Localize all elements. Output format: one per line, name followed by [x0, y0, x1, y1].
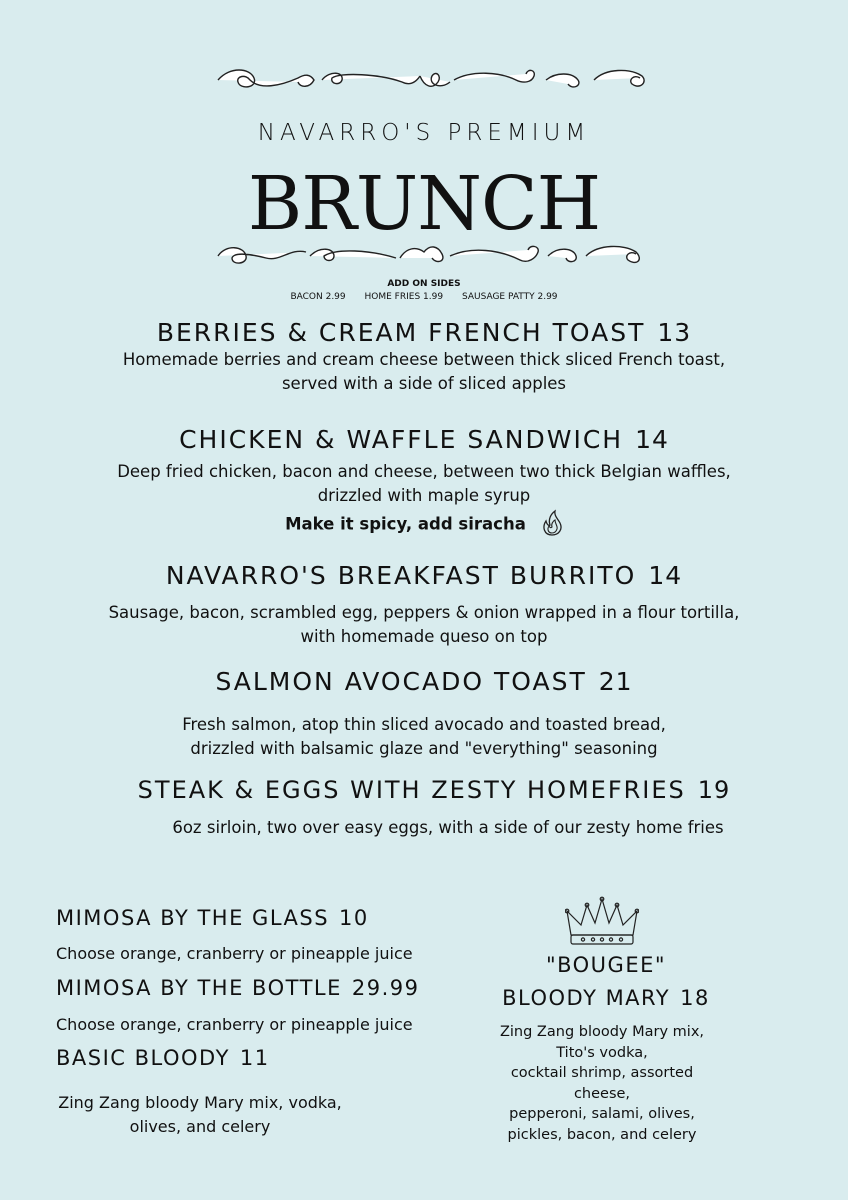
- description-line: drizzled with balsamic glaze and "everything" seasoning: [190, 739, 658, 758]
- dish-price: 14: [648, 561, 683, 590]
- drink-description: [40, 1091, 360, 1139]
- featured-drink-name: [480, 986, 732, 1010]
- description-line: drizzled with maple syrup: [317, 486, 531, 505]
- description-line: cocktail shrimp, assorted: [510, 1065, 694, 1081]
- dish-title: CHICKEN & WAFFLE SANDWICH: [179, 425, 624, 454]
- drink-price: 11: [239, 1046, 270, 1070]
- description-line: Sausage, bacon, scrambled egg, peppers & onion wrapped in a flour tortilla,: [108, 603, 740, 622]
- restaurant-subtitle: NAVARRO'S PREMIUM: [257, 120, 591, 146]
- drink-description: Choose orange, cranberry or pineapple juice: [56, 1015, 413, 1034]
- drink-title: BLOODY MARY: [502, 986, 671, 1010]
- drink-price: 29.99: [351, 976, 420, 1000]
- addon-item: HOME FRIES 1.99: [364, 292, 444, 302]
- description-line: cheese,: [573, 1085, 631, 1102]
- spicy-note-text: Make it spicy, add siracha: [285, 514, 526, 534]
- drink-title: BASIC BLOODY: [56, 1046, 230, 1070]
- description-line: Zing Zang bloody Mary mix, vodka,: [58, 1093, 342, 1112]
- description-line: served with a side of sliced apples: [281, 374, 567, 393]
- title-flourish-icon: [210, 238, 650, 272]
- description-line: Tito's vodka,: [556, 1044, 648, 1061]
- dish-price: 21: [598, 667, 633, 696]
- drink-title: MIMOSA BY THE GLASS: [56, 906, 330, 930]
- dish-title: STEAK & EGGS WITH ZESTY HOMEFRIES: [137, 776, 686, 804]
- drink-name: [56, 906, 369, 930]
- dish-description: [0, 460, 848, 508]
- dish-name: [0, 667, 848, 696]
- page-title: BRUNCH: [247, 161, 601, 247]
- featured-drink-name-line1: "BOUGEE": [545, 953, 667, 977]
- dish-title: NAVARRO'S BREAKFAST BURRITO: [165, 561, 637, 590]
- dish-price: 13: [657, 318, 692, 347]
- addons-list: [0, 292, 848, 302]
- drink-description: Choose orange, cranberry or pineapple juice: [56, 944, 413, 963]
- drink-name: [56, 976, 420, 1000]
- addons-heading: ADD ON SIDES: [387, 279, 461, 289]
- dish-name: [0, 561, 848, 590]
- drink-title: MIMOSA BY THE BOTTLE: [56, 976, 342, 1000]
- dish-description: [0, 348, 848, 396]
- description-line: Homemade berries and cream cheese between thick sliced French toast,: [122, 350, 726, 369]
- description-line: Zing Zang bloody Mary mix,: [499, 1024, 705, 1040]
- description-line: olives, and celery: [129, 1117, 271, 1136]
- description-line: pickles, bacon, and celery: [507, 1126, 697, 1143]
- featured-drink-description: [482, 1022, 722, 1145]
- description-line: 6oz sirloin, two over easy eggs, with a side of our zesty home fries: [172, 818, 724, 837]
- description-line: Fresh salmon, atop thin sliced avocado and toasted bread,: [182, 715, 666, 734]
- description-line: with homemade queso on top: [300, 627, 548, 646]
- dish-title: BERRIES & CREAM FRENCH TOAST: [156, 318, 646, 347]
- description-line: Deep fried chicken, bacon and cheese, between two thick Belgian waffles,: [117, 462, 731, 481]
- dish-name: [0, 425, 848, 454]
- dish-price: 19: [697, 776, 731, 804]
- spicy-note: [0, 509, 848, 541]
- flame-icon: [541, 509, 563, 541]
- dish-price: 14: [635, 425, 669, 454]
- crown-icon: [565, 895, 639, 949]
- dish-description: [0, 713, 848, 761]
- dish-name: [0, 318, 848, 347]
- addon-item: BACON 2.99: [290, 292, 346, 302]
- dish-name: [10, 776, 848, 804]
- drink-price: 10: [339, 906, 369, 930]
- drink-price: 18: [680, 986, 710, 1010]
- top-flourish-icon: [210, 62, 650, 96]
- dish-description: [24, 816, 848, 840]
- drink-name: [56, 1046, 270, 1070]
- dish-description: [0, 601, 848, 649]
- description-line: pepperoni, salami, olives,: [509, 1106, 695, 1122]
- dish-title: SALMON AVOCADO TOAST: [215, 667, 587, 696]
- addon-item: SAUSAGE PATTY 2.99: [461, 292, 558, 302]
